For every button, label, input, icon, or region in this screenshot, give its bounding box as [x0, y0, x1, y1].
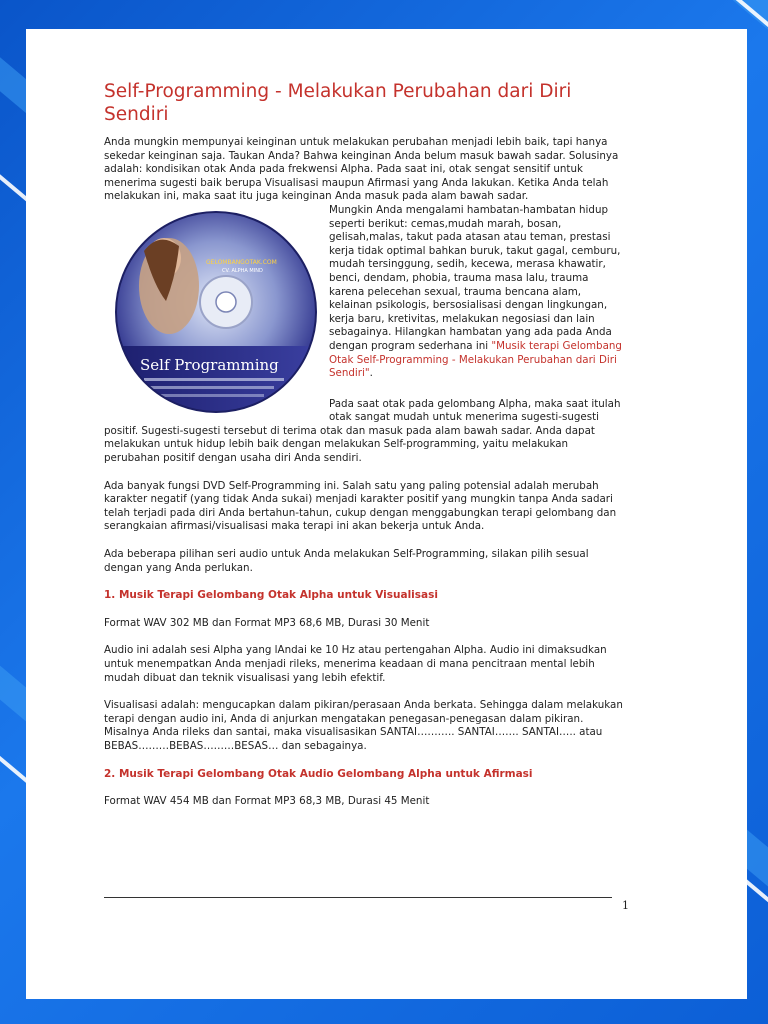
- hambatan-text: Mungkin Anda mengalami hambatan-hambatan hidup seperti berikut: cemas,mudah marah, bosan, gelisah,malas, takut pada atasan atau teman, prestasi kerja tidak optimal bahkan buruk, takut gagal, cemburu, mudah tersinggung, sedih, kecewa, merasa khawatir, benci, dendam, phobia, trauma masa lalu, trauma karena pelecehan sexual, trauma bencana alam, kelainan psikologis, bersosialisasi dengan lingkungan, kerja baru, kretivitas, melakukan negosiasi dan lain sebagainya. Hilangkan hambatan yang ada pada Anda dengan program sederhana ini: [329, 203, 621, 352]
- cd-sub: CV. ALPHA MIND: [222, 267, 263, 274]
- page-number: 1: [622, 899, 629, 912]
- section1-visual-paragraph: Visualisasi adalah: mengucapkan dalam pikiran/perasaan Anda berkata. Sehingga dalam melakukan terapi dengan audio ini, Anda di anjurkan mengatakan penegasan-penegasan dalam pikiran. Misalnya Anda rileks dan santai, maka visualisasikan SANTAI……….. SANTAI……. SANTAI….. atau BEBAS………BEBAS………BESAS… dan sebagainya.: [104, 699, 623, 752]
- hambatan-end: .: [369, 367, 373, 380]
- page-title: Self-Programming - Melakukan Perubahan dari Diri Sendiri: [104, 81, 572, 125]
- section2-format: Format WAV 454 MB dan Format MP3 68,3 MB, Durasi 45 Menit: [104, 795, 430, 808]
- pilihan-paragraph: Ada beberapa pilihan seri audio untuk Anda melakukan Self-Programming, silakan pilih sesual dengan yang Anda perlukan.: [104, 548, 589, 574]
- section1-audio-paragraph: Audio ini adalah sesi Alpha yang lAndai ke 10 Hz atau pertengahan Alpha. Audio ini dimaksudkan untuk menempatkan Anda menjadi rileks, menerima keadaan di mana pencitraan mental lebih mudah dibuat dan teknik visualisasi yang lebih efektif.: [104, 644, 607, 684]
- intro-paragraph: Anda mungkin mempunyai keinginan untuk melakukan perubahan menjadi lebih baik, tapi hanya sekedar keinginan saja. Taukan Anda? Bahwa keinginan Anda belum masuk bawah sadar. Solusinya adalah: kondisikan otak Anda pada frekwensi Alpha. Pada saat ini, otak sengat sensitif untuk menerima sugesti baik berupa Visualisasi maupun Afirmasi yang Anda lakukan. Ketika Anda telah melakukan ini, maka saat itu juga keinginan Anda masuk pada alam bawah sadar.: [104, 136, 619, 203]
- alpha-paragraph: Pada saat otak pada gelombang Alpha, maka saat itulah otak sangat mudah untuk menerima sugesti-sugesti positif. Sugesti-sugesti tersebut di terima otak dan masuk pada alam bawah sadar. Anda dapat melakukan untuk hidup lebih baik dengan melakukan Self-programming, yaitu melakukan perubahan positif dengan usaha diri Anda sendiri.: [104, 397, 621, 465]
- cd-brand: GELOMBANGOTAK.COM: [206, 258, 277, 266]
- section1-format: Format WAV 302 MB dan Format MP3 68,6 MB, Durasi 30 Menit: [104, 616, 430, 629]
- document-content: [104, 80, 624, 823]
- cd-cover-image: [104, 206, 319, 416]
- section1-heading: 1. Musik Terapi Gelombang Otak Alpha untuk Visualisasi: [104, 589, 438, 602]
- cd-wrap-section: [104, 204, 624, 466]
- fungsi-paragraph: Ada banyak fungsi DVD Self-Programming ini. Salah satu yang paling potensial adalah merubah karakter negatif (yang tidak Anda sukai) menjadi karakter positif yang mungkin tanpa Anda sadari telah terjadi pada diri Anda bertahun-tahun, cukup dengan menggabungkan terapi gelombang dan serangkaian afirmasi/visualisasi maka terapi ini akan bekerja untuk Anda.: [104, 479, 617, 533]
- program-link-text: "Musik terapi Gelombang Otak Self-Programming - Melakukan Perubahan dari Diri Sendiri": [329, 339, 622, 380]
- cd-label: Self Programming: [140, 355, 279, 374]
- section2-heading: 2. Musik Terapi Gelombang Otak Audio Gelombang Alpha untuk Afirmasi: [104, 767, 533, 780]
- footer-rule: [104, 897, 612, 898]
